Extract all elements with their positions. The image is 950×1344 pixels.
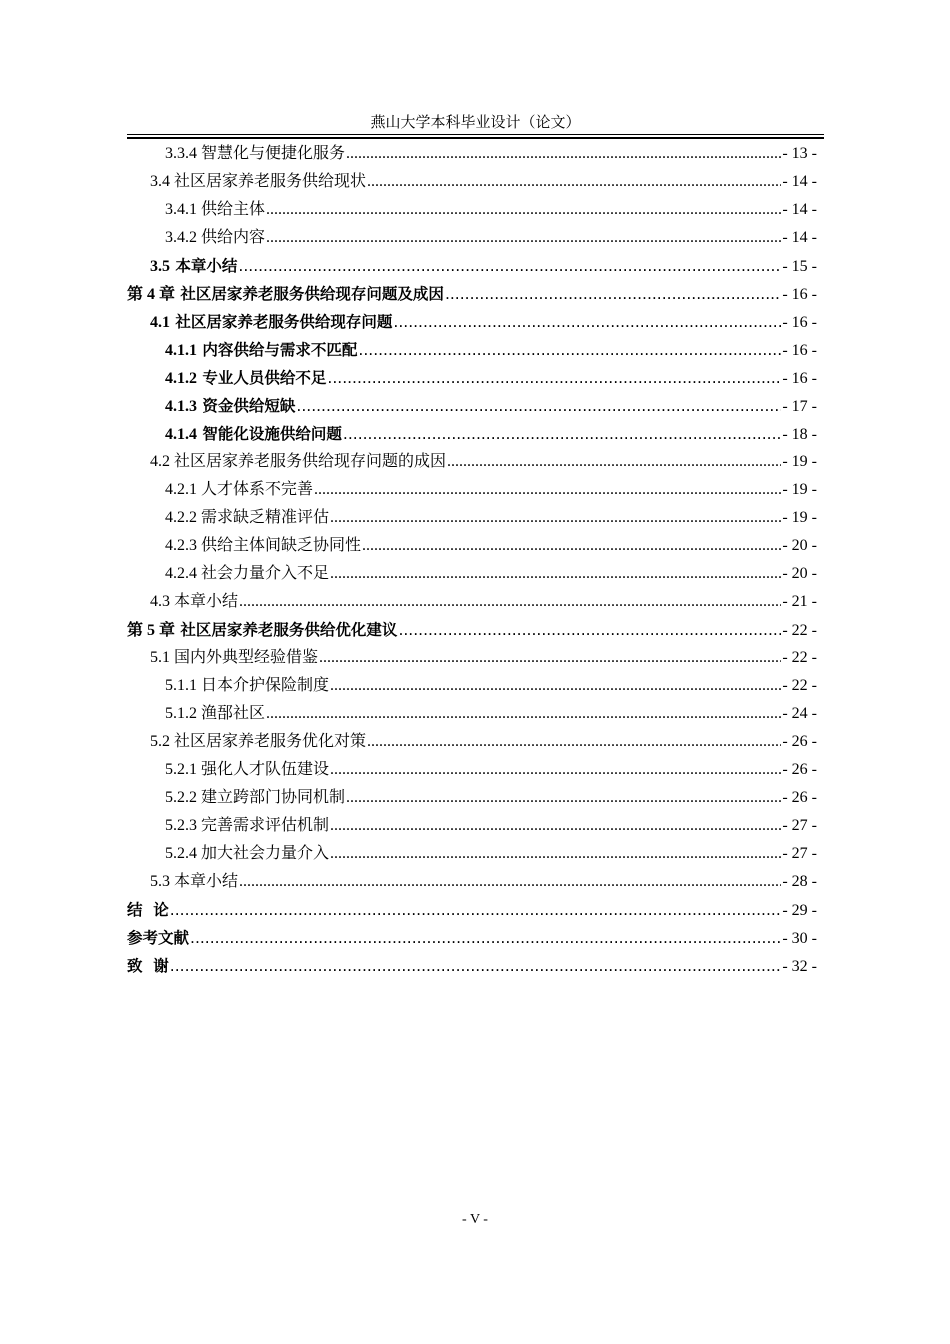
toc-entry-title: 社区居家养老服务供给现存问题 <box>175 313 393 331</box>
toc-entry[interactable] <box>127 700 817 728</box>
toc-entry[interactable] <box>127 420 817 448</box>
toc-entry-page: - 28 - <box>782 873 817 890</box>
toc-dot-leader <box>266 196 781 224</box>
toc-entry-title: 社会力量介入不足 <box>201 565 330 582</box>
toc-entry-number: 4.2.4 <box>165 565 197 582</box>
toc-entry-page: - 16 - <box>782 286 817 303</box>
toc-entry-label <box>150 252 237 281</box>
toc-dot-leader <box>445 280 781 308</box>
toc-entry-number: 3.3.4 <box>165 145 197 162</box>
toc-entry-title: 社区居家养老服务供给现状 <box>174 173 367 190</box>
toc-entry[interactable] <box>127 952 817 980</box>
toc-entry-number: 4.1.1 <box>165 342 197 359</box>
toc-entry-title: 专业人员供给不足 <box>202 369 327 387</box>
toc-entry-title: 内容供给与需求不匹配 <box>202 341 358 359</box>
toc-entry-label <box>165 700 265 728</box>
toc-entry-page: - 14 - <box>782 229 817 246</box>
toc-entry-page: - 14 - <box>782 173 817 190</box>
toc-entry-title: 本章小结 <box>174 593 239 610</box>
toc-entry-title: 完善需求评估机制 <box>201 817 330 834</box>
toc-entry-number: 5.2 <box>150 733 170 750</box>
toc-entry-page: - 26 - <box>782 761 817 778</box>
toc-dot-leader <box>314 476 781 504</box>
toc-dot-leader <box>330 560 781 588</box>
toc-entry-page: - 26 - <box>782 789 817 806</box>
toc-entry-title: 社区居家养老服务供给现存问题及成因 <box>180 285 444 303</box>
toc-entry-title: 本章小结 <box>174 873 239 890</box>
toc-entry-title: 建立跨部门协同机制 <box>201 789 346 806</box>
toc-entry-page: - 22 - <box>782 622 817 639</box>
toc-entry-number: 3.4.2 <box>165 229 197 246</box>
toc-entry-number: 4.1 <box>150 314 170 331</box>
toc-dot-leader <box>327 364 781 392</box>
toc-entry-label <box>127 896 169 924</box>
toc-entry-number: 4.1.4 <box>165 426 197 443</box>
toc-entry-number: 4.2.3 <box>165 537 197 554</box>
toc-entry-number: 5.3 <box>150 873 170 890</box>
toc-entry[interactable] <box>127 280 817 308</box>
toc-entry-page: - 16 - <box>782 314 817 331</box>
toc-entry-number: 5.2.4 <box>165 845 197 862</box>
toc-dot-leader <box>330 812 781 840</box>
toc-entry[interactable] <box>127 224 817 252</box>
toc-entry-label <box>165 336 357 365</box>
toc-entry-title: 社区居家养老服务供给优化建议 <box>180 621 398 639</box>
toc-entry-page: - 14 - <box>782 201 817 218</box>
toc-entry-page: - 22 - <box>782 677 817 694</box>
toc-entry-number: 5.1.1 <box>165 677 197 694</box>
toc-entry-title: 智能化设施供给问题 <box>202 425 342 443</box>
toc-entry[interactable] <box>127 336 817 364</box>
toc-entry-page: - 27 - <box>782 817 817 834</box>
toc-entry-label <box>127 280 444 309</box>
toc-entry-title: 智慧化与便捷化服务 <box>201 145 346 162</box>
toc-entry-page: - 16 - <box>782 370 817 387</box>
toc-entry[interactable] <box>127 476 817 504</box>
toc-entry-label <box>150 588 238 616</box>
toc-entry-title: 资金供给短缺 <box>202 397 296 415</box>
toc-entry-label <box>165 140 345 168</box>
toc-entry[interactable] <box>127 532 817 560</box>
toc-entry-label <box>150 448 446 476</box>
toc-dot-leader <box>362 532 781 560</box>
toc-dot-leader <box>330 840 781 868</box>
toc-entry-label <box>165 840 329 868</box>
toc-entry-page: - 24 - <box>782 705 817 722</box>
toc-dot-leader <box>190 924 781 952</box>
toc-entry-label <box>165 364 326 393</box>
toc-dot-leader <box>346 140 781 168</box>
toc-entry-page: - 19 - <box>782 453 817 470</box>
toc-entry[interactable] <box>127 812 817 840</box>
toc-entry-page: - 26 - <box>782 733 817 750</box>
toc-dot-leader <box>330 504 781 532</box>
toc-entry-label <box>165 560 329 588</box>
toc-entry-number: 第 4 章 <box>127 286 176 303</box>
toc-dot-leader <box>358 336 781 364</box>
toc-entry[interactable] <box>127 924 817 952</box>
toc-entry-number: 4.1.3 <box>165 398 197 415</box>
toc-entry-title: 强化人才队伍建设 <box>201 761 330 778</box>
toc-entry-title: 人才体系不完善 <box>201 481 314 498</box>
toc-entry-label <box>165 196 265 224</box>
toc-entry[interactable] <box>127 840 817 868</box>
toc-dot-leader <box>343 420 781 448</box>
toc-entry[interactable] <box>127 784 817 812</box>
toc-dot-leader <box>170 952 782 980</box>
toc-entry-page: - 21 - <box>782 593 817 610</box>
toc-entry-label <box>150 728 366 756</box>
toc-entry-number: 5.1.2 <box>165 705 197 722</box>
toc-entry-number: 4.3 <box>150 593 170 610</box>
toc-dot-leader <box>367 168 781 196</box>
toc-entry[interactable] <box>127 196 817 224</box>
toc-entry[interactable] <box>127 168 817 196</box>
table-of-contents <box>127 140 817 980</box>
toc-entry-number: 3.5 <box>150 258 170 275</box>
toc-entry-page: - 29 - <box>782 902 817 919</box>
toc-entry[interactable] <box>127 644 817 672</box>
toc-entry[interactable] <box>127 588 817 616</box>
toc-entry-page: - 19 - <box>782 481 817 498</box>
toc-entry-page: - 13 - <box>782 145 817 162</box>
toc-dot-leader <box>447 448 781 476</box>
toc-entry-number: 4.1.2 <box>165 370 197 387</box>
toc-entry-page: - 15 - <box>782 258 817 275</box>
toc-dot-leader <box>330 672 781 700</box>
toc-entry-label <box>165 756 329 784</box>
toc-entry[interactable] <box>127 728 817 756</box>
toc-entry-label <box>127 924 189 952</box>
toc-dot-leader <box>398 616 781 644</box>
toc-entry-number: 5.2.2 <box>165 789 197 806</box>
toc-entry[interactable] <box>127 504 817 532</box>
toc-entry-label <box>165 392 295 421</box>
toc-entry-title: 参考文献 <box>127 929 190 947</box>
toc-entry-title: 结 论 <box>127 901 169 919</box>
toc-entry-number: 3.4 <box>150 173 170 190</box>
toc-entry-label <box>150 868 238 896</box>
toc-entry-page: - 22 - <box>782 649 817 666</box>
toc-entry-label <box>150 644 318 672</box>
toc-entry-title: 供给主体间缺乏协同性 <box>201 537 362 554</box>
toc-entry-number: 5.1 <box>150 649 170 666</box>
toc-entry[interactable] <box>127 392 817 420</box>
toc-entry[interactable] <box>127 308 817 336</box>
toc-dot-leader <box>266 700 781 728</box>
toc-entry[interactable] <box>127 616 817 644</box>
toc-entry-label <box>165 532 361 560</box>
toc-entry-title: 致 谢 <box>127 957 169 975</box>
toc-entry-label <box>165 476 313 504</box>
toc-entry-title: 日本介护保险制度 <box>201 677 330 694</box>
toc-entry-number: 5.2.3 <box>165 817 197 834</box>
toc-entry-title: 需求缺乏精准评估 <box>201 509 330 526</box>
toc-dot-leader <box>393 308 781 336</box>
toc-entry-page: - 19 - <box>782 509 817 526</box>
toc-entry-number: 4.2.2 <box>165 509 197 526</box>
toc-entry[interactable] <box>127 756 817 784</box>
toc-entry-label <box>165 420 342 449</box>
toc-entry[interactable] <box>127 448 817 476</box>
toc-dot-leader <box>239 588 781 616</box>
toc-dot-leader <box>367 728 781 756</box>
toc-entry[interactable] <box>127 140 817 168</box>
toc-entry-label <box>127 616 397 645</box>
toc-entry-page: - 27 - <box>782 845 817 862</box>
toc-entry-label <box>165 504 329 532</box>
toc-entry[interactable] <box>127 672 817 700</box>
toc-entry[interactable] <box>127 896 817 924</box>
header-rule-thin <box>127 134 824 135</box>
toc-dot-leader <box>346 784 781 812</box>
toc-dot-leader <box>238 252 781 280</box>
toc-dot-leader <box>296 392 781 420</box>
toc-entry-label <box>150 308 392 337</box>
toc-entry-title: 渔郚社区 <box>201 705 266 722</box>
toc-entry[interactable] <box>127 364 817 392</box>
toc-entry-number: 3.4.1 <box>165 201 197 218</box>
toc-dot-leader <box>330 756 781 784</box>
toc-entry-number: 4.2 <box>150 453 170 470</box>
toc-entry-number: 4.2.1 <box>165 481 197 498</box>
header-rule-thick <box>127 137 824 139</box>
toc-entry[interactable] <box>127 868 817 896</box>
toc-entry-page: - 16 - <box>782 342 817 359</box>
toc-entry-label <box>165 224 265 252</box>
toc-entry-page: - 30 - <box>782 930 817 947</box>
toc-entry-title: 社区居家养老服务供给现存问题的成因 <box>174 453 447 470</box>
toc-entry-title: 社区居家养老服务优化对策 <box>174 733 367 750</box>
toc-entry-title: 本章小结 <box>175 257 238 275</box>
toc-entry-label <box>150 168 366 196</box>
toc-dot-leader <box>266 224 781 252</box>
toc-entry[interactable] <box>127 560 817 588</box>
toc-entry-label <box>127 952 169 980</box>
toc-entry-title: 供给内容 <box>201 229 266 246</box>
toc-dot-leader <box>170 896 782 924</box>
toc-dot-leader <box>319 644 781 672</box>
toc-entry-title: 加大社会力量介入 <box>201 845 330 862</box>
toc-entry-title: 供给主体 <box>201 201 266 218</box>
toc-dot-leader <box>239 868 781 896</box>
page-header: 燕山大学本科毕业设计（论文） <box>370 115 581 131</box>
toc-entry-page: - 32 - <box>782 958 817 975</box>
toc-entry-label <box>165 812 329 840</box>
toc-entry-page: - 20 - <box>782 565 817 582</box>
toc-entry-page: - 18 - <box>782 426 817 443</box>
toc-entry[interactable] <box>127 252 817 280</box>
page-number: - V - <box>462 1212 488 1227</box>
toc-entry-label <box>165 784 345 812</box>
toc-entry-page: - 20 - <box>782 537 817 554</box>
toc-entry-number: 第 5 章 <box>127 622 176 639</box>
toc-entry-title: 国内外典型经验借鉴 <box>174 649 319 666</box>
toc-entry-number: 5.2.1 <box>165 761 197 778</box>
toc-entry-page: - 17 - <box>782 398 817 415</box>
toc-entry-label <box>165 672 329 700</box>
